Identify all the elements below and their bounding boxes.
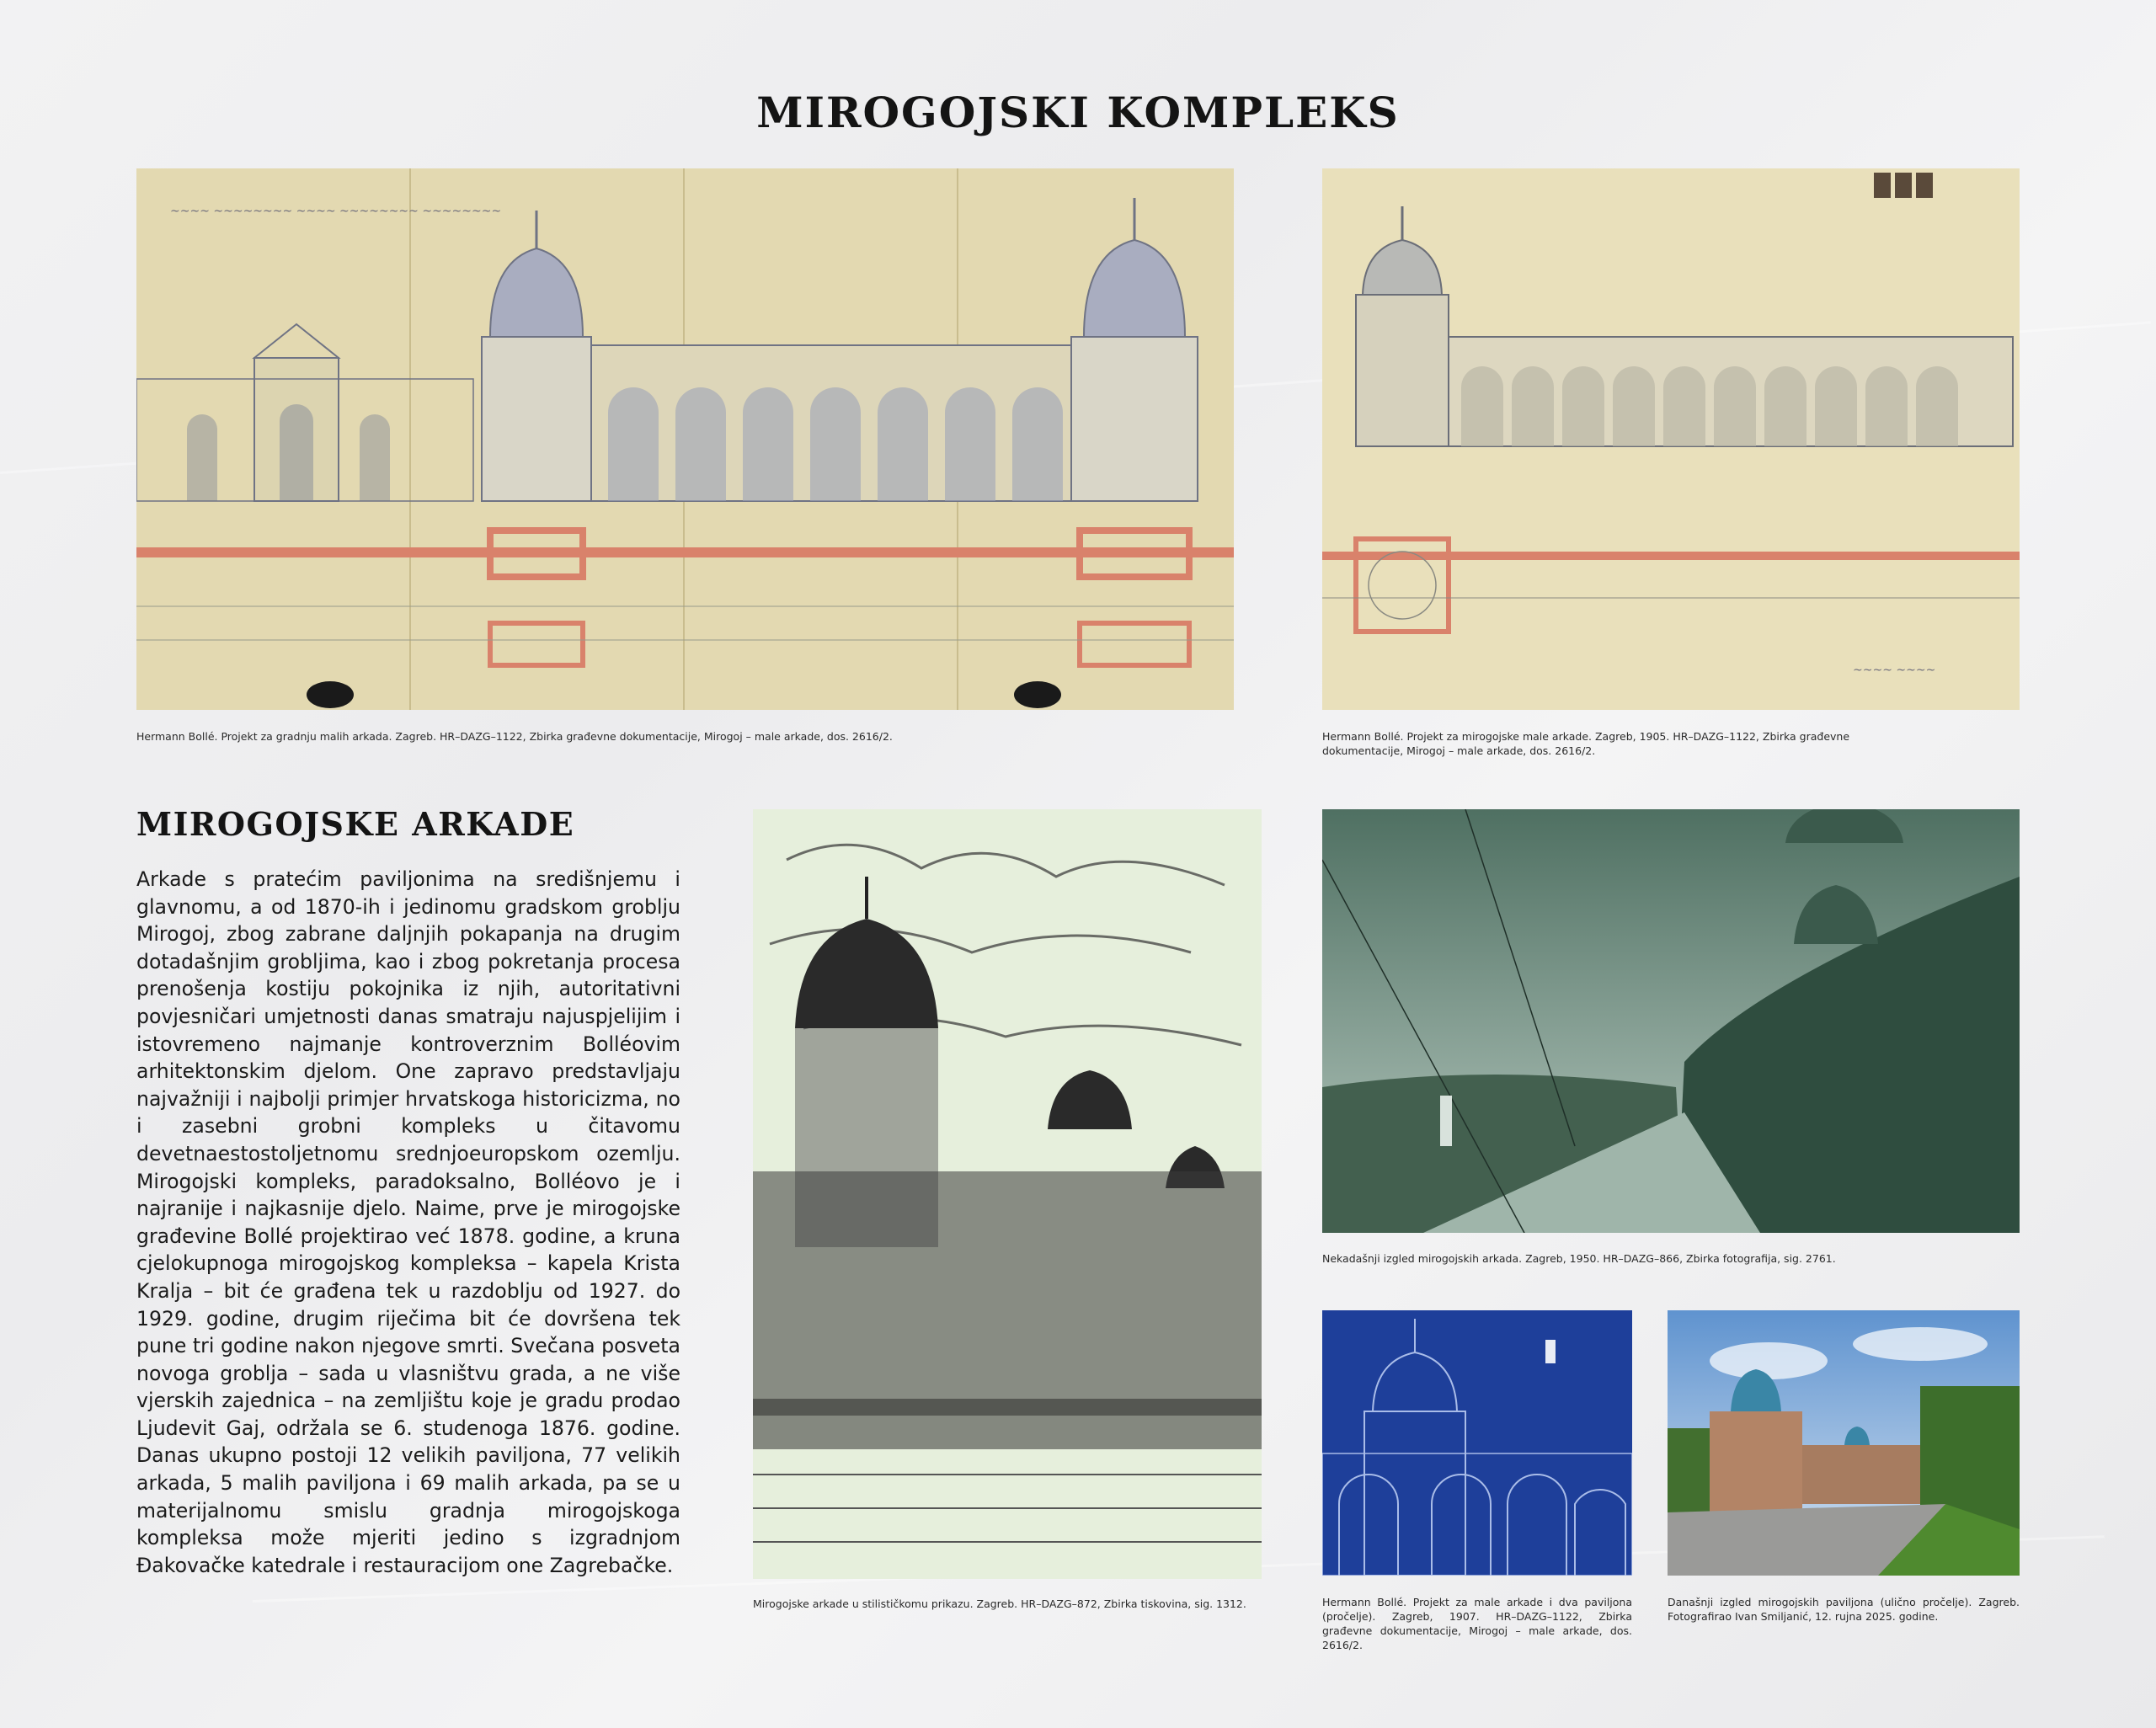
figure-caption: Nekadašnji izgled mirogojskih arkada. Zagreb, 1950. HR–DAZG–866, Zbirka fotografija, sig. 2761. — [1322, 1252, 1836, 1265]
svg-text:~~~~ ~~~~: ~~~~ ~~~~ — [1853, 664, 1936, 677]
figure-caption: Današnji izgled mirogojskih paviljona (ulično pročelje). Zagreb. Fotografirao Ivan Smiljanić, 12. rujna 2025. godine. — [1668, 1596, 2020, 1623]
etching-image — [753, 809, 1262, 1579]
architectural-drawing-right — [1322, 168, 2020, 710]
blueprint-image — [1322, 1310, 1632, 1576]
svg-text:~~~~ ~~~~~~~~ ~~~~ ~~~~~~~~ ~~: ~~~~ ~~~~~~~~ ~~~~ ~~~~~~~~ ~~~~~~~~ — [170, 205, 502, 218]
historic-photo — [1322, 809, 2020, 1233]
architectural-drawing-large — [136, 168, 1234, 710]
modern-photo — [1668, 1310, 2020, 1576]
figure-caption: Hermann Bollé. Projekt za male arkade i dva paviljona (pročelje). Zagreb, 1907. HR–DAZG–1122, Zbirka građevne dokumentacije, Mirogoj – male arkade, dos. 2616/2. — [1322, 1596, 1632, 1651]
section-title: MIROGOJSKE ARKADE — [136, 805, 575, 843]
page-title: MIROGOJSKI KOMPLEKS — [756, 88, 1400, 137]
figure-caption: Hermann Bollé. Projekt za gradnju malih arkada. Zagreb. HR–DAZG–1122, Zbirka građevne dokumentacije, Mirogoj – male arkade, dos. 2616/2. — [136, 730, 893, 743]
figure-caption: Hermann Bollé. Projekt za mirogojske male arkade. Zagreb, 1905. HR–DAZG–1122, Zbirka građevne dokumentacije, Mirogoj – male arkade, dos. 2616/2. — [1322, 730, 1850, 757]
figure-caption: Mirogojske arkade u stilističkomu prikazu. Zagreb. HR–DAZG–872, Zbirka tiskovina, sig. 1312. — [753, 1597, 1246, 1610]
body-text: Arkade s pratećim paviljonima na središnjemu i glavnomu, a od 1870-ih i jedinomu gradskom groblju Mirogoj, zbog zabrane daljnjih pokapanja na drugim dotadašnjim grobljima, kao i zbog pokretanja procesa prenošenja kostiju pokojnika iz njih, autoritativni povjesničari umjetnosti danas smatraju najuspjelijim i istovremeno najmanje kontroverznim Bolléovim arhitektonskim djelom. One zapravo predstavljaju najvažniji i najbolji primjer hrvatskoga historicizma, no i zasebni grobni kompleks u čitavomu devetnaestostoljetnomu srednjoeuropskom ozemlju. Mirogojski kompleks, paradoksalno, Bolléovo je i najranije i najkasnije djelo. Naime, prve je mirogojske građevine Bollé projektirao već 1878. godine, a kruna cjelokupnoga mirogojskog kompleksa – kapela Krista Kralja – bit će građena tek u razdoblju od 1927. do 1929. godine, drugim riječima bit će dovršena tek pune tri godine nakon njegove smrti. Svečana posveta novoga groblja – sada u vlasništvu grada, a ne više vjerskih zajednica – na zemljištu koje je gradu prodao Ljudevit Gaj, održala se 6. studenoga 1876. godine. Danas ukupno postoji 12 velikih paviljona, 77 velikih arkada, 5 malih paviljona i 69 malih arkada, pa se u materijalnomu smislu gradnja mirogojskoga kompleksa može mjeriti jedino s izgradnjom Đakovačke katedrale i restauracijom one Zagrebačke. — [136, 867, 680, 1577]
